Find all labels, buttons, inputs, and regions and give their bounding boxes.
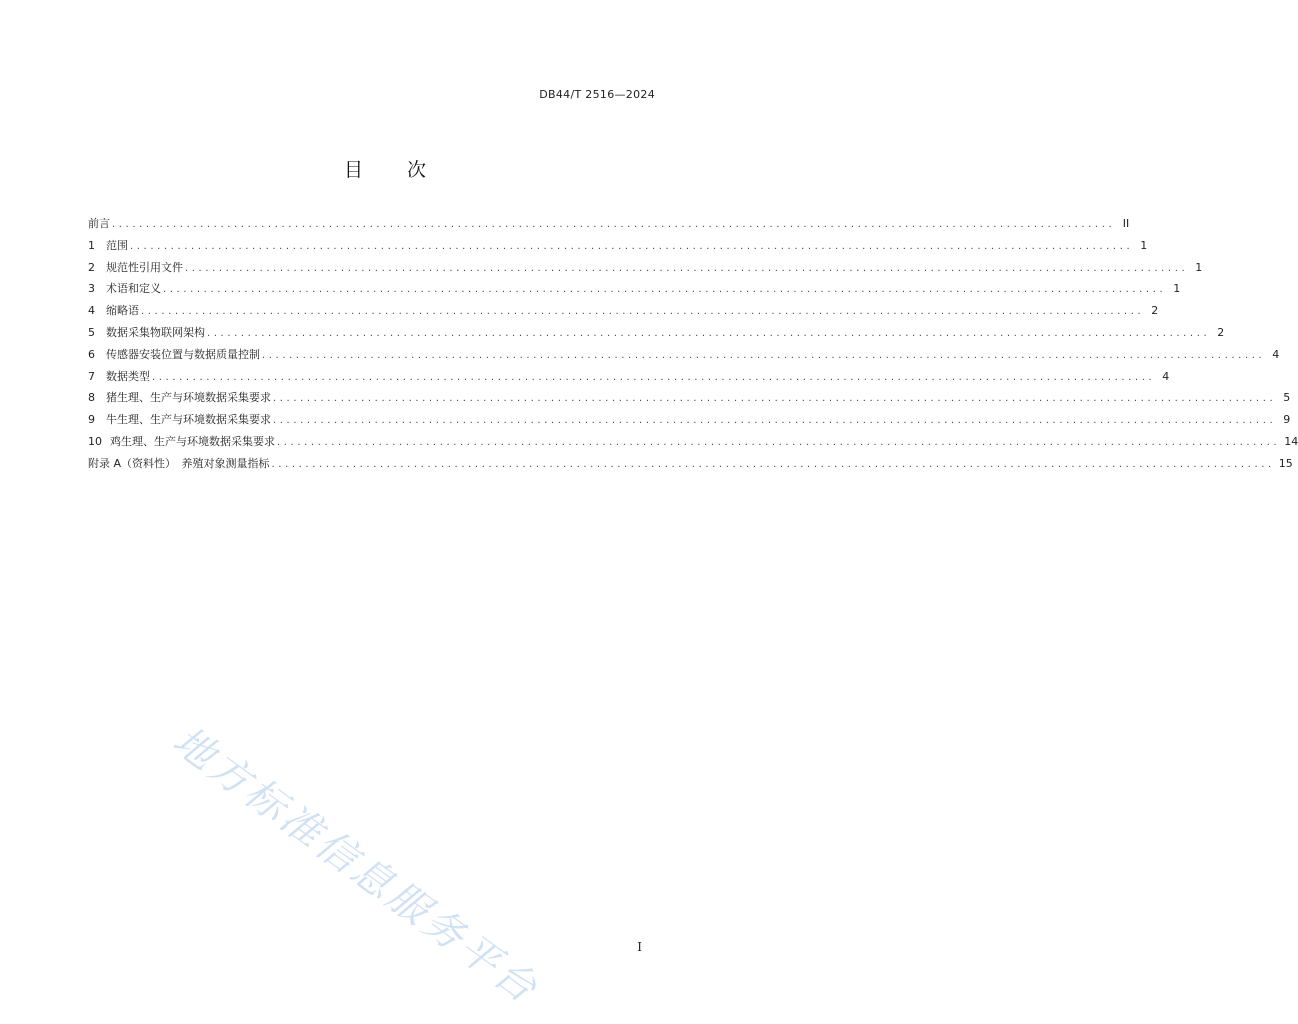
- toc-entry-label: 数据类型: [106, 369, 150, 383]
- watermark: 地方标准信息服务平台: [164, 717, 548, 1014]
- toc-leader-dots: ....................................................................................................................................................: [185, 262, 1189, 274]
- toc-leader-dots: ....................................................................................................................................................: [207, 327, 1211, 339]
- toc-entry-label: 附录 A（资料性） 养殖对象测量指标: [88, 456, 270, 470]
- toc-entry-label: 牛生理、生产与环境数据采集要求: [106, 413, 271, 427]
- toc-leader-dots: ....................................................................................................................................................: [271, 458, 1275, 470]
- toc-entry-terms-definitions[interactable]: [88, 278, 1181, 300]
- toc-entry-page: 5: [1283, 391, 1291, 405]
- toc-entry-label: 猪生理、生产与环境数据采集要求: [106, 391, 271, 405]
- toc-entry-label: 前言: [88, 217, 110, 230]
- document-code: DB44/T 2516—2024: [539, 88, 655, 101]
- toc-entry-cattle-data[interactable]: [88, 409, 1291, 431]
- toc-entry-abbreviations[interactable]: [88, 300, 1159, 322]
- toc-entry-page: II: [1122, 217, 1130, 230]
- toc-entry-page: 2: [1217, 325, 1225, 339]
- table-of-contents: [88, 213, 1298, 475]
- toc-entry-number: 1: [88, 238, 95, 252]
- toc-entry-label: 规范性引用文件: [106, 260, 183, 274]
- toc-entry-number: 9: [88, 413, 95, 427]
- toc-entry-page: 9: [1283, 413, 1291, 427]
- toc-entry-iot-architecture[interactable]: [88, 322, 1225, 344]
- toc-entry-label: 鸡生理、生产与环境数据采集要求: [110, 434, 275, 448]
- toc-leader-dots: ....................................................................................................................................................: [130, 240, 1134, 252]
- toc-leader-dots: ....................................................................................................................................................: [262, 349, 1266, 361]
- toc-entry-label: 缩略语: [106, 304, 139, 318]
- toc-entry-number: 3: [88, 282, 95, 296]
- toc-entry-scope[interactable]: [88, 235, 1148, 257]
- toc-entry-page: 4: [1272, 347, 1280, 361]
- toc-leader-dots: ....................................................................................................................................................: [152, 371, 1156, 383]
- toc-leader-dots: ....................................................................................................................................................: [112, 219, 1116, 230]
- toc-leader-dots: ....................................................................................................................................................: [273, 415, 1277, 427]
- toc-title: [0, 155, 770, 182]
- toc-entry-label: 术语和定义: [106, 282, 161, 296]
- toc-leader-dots: ....................................................................................................................................................: [277, 436, 1281, 448]
- toc-entry-number: 2: [88, 260, 95, 274]
- toc-entry-foreword[interactable]: [88, 213, 1130, 235]
- toc-leader-dots: ....................................................................................................................................................: [163, 284, 1167, 296]
- toc-entry-number: 10: [88, 434, 102, 448]
- toc-entry-pig-data[interactable]: [88, 387, 1291, 409]
- toc-leader-dots: ....................................................................................................................................................: [141, 306, 1145, 318]
- toc-title-char: 次: [407, 159, 427, 181]
- toc-entry-number: 4: [88, 304, 95, 318]
- toc-entry-page: 4: [1162, 369, 1170, 383]
- toc-entry-page: 15: [1278, 456, 1293, 470]
- toc-entry-number: 6: [88, 347, 95, 361]
- toc-title-char: 目: [343, 159, 363, 181]
- toc-entry-number: 5: [88, 325, 95, 339]
- toc-entry-page: 14: [1284, 434, 1298, 448]
- toc-entry-normative-references[interactable]: [88, 257, 1203, 279]
- toc-entry-label: 数据采集物联网架构: [106, 325, 205, 339]
- toc-leader-dots: ....................................................................................................................................................: [273, 393, 1277, 405]
- toc-entry-page: 2: [1151, 304, 1159, 318]
- toc-entry-label: 范围: [106, 238, 128, 252]
- toc-entry-number: 8: [88, 391, 95, 405]
- toc-entry-data-types[interactable]: [88, 366, 1170, 388]
- page-number: I: [637, 940, 642, 954]
- toc-entry-appendix-a[interactable]: [88, 453, 1293, 475]
- toc-entry-chicken-data[interactable]: [88, 431, 1298, 453]
- toc-entry-number: 7: [88, 369, 95, 383]
- toc-entry-page: 1: [1140, 238, 1148, 252]
- toc-entry-label: 传感器安装位置与数据质量控制: [106, 347, 260, 361]
- toc-entry-page: 1: [1173, 282, 1181, 296]
- toc-entry-page: 1: [1195, 260, 1203, 274]
- toc-entry-sensor-installation[interactable]: [88, 344, 1280, 366]
